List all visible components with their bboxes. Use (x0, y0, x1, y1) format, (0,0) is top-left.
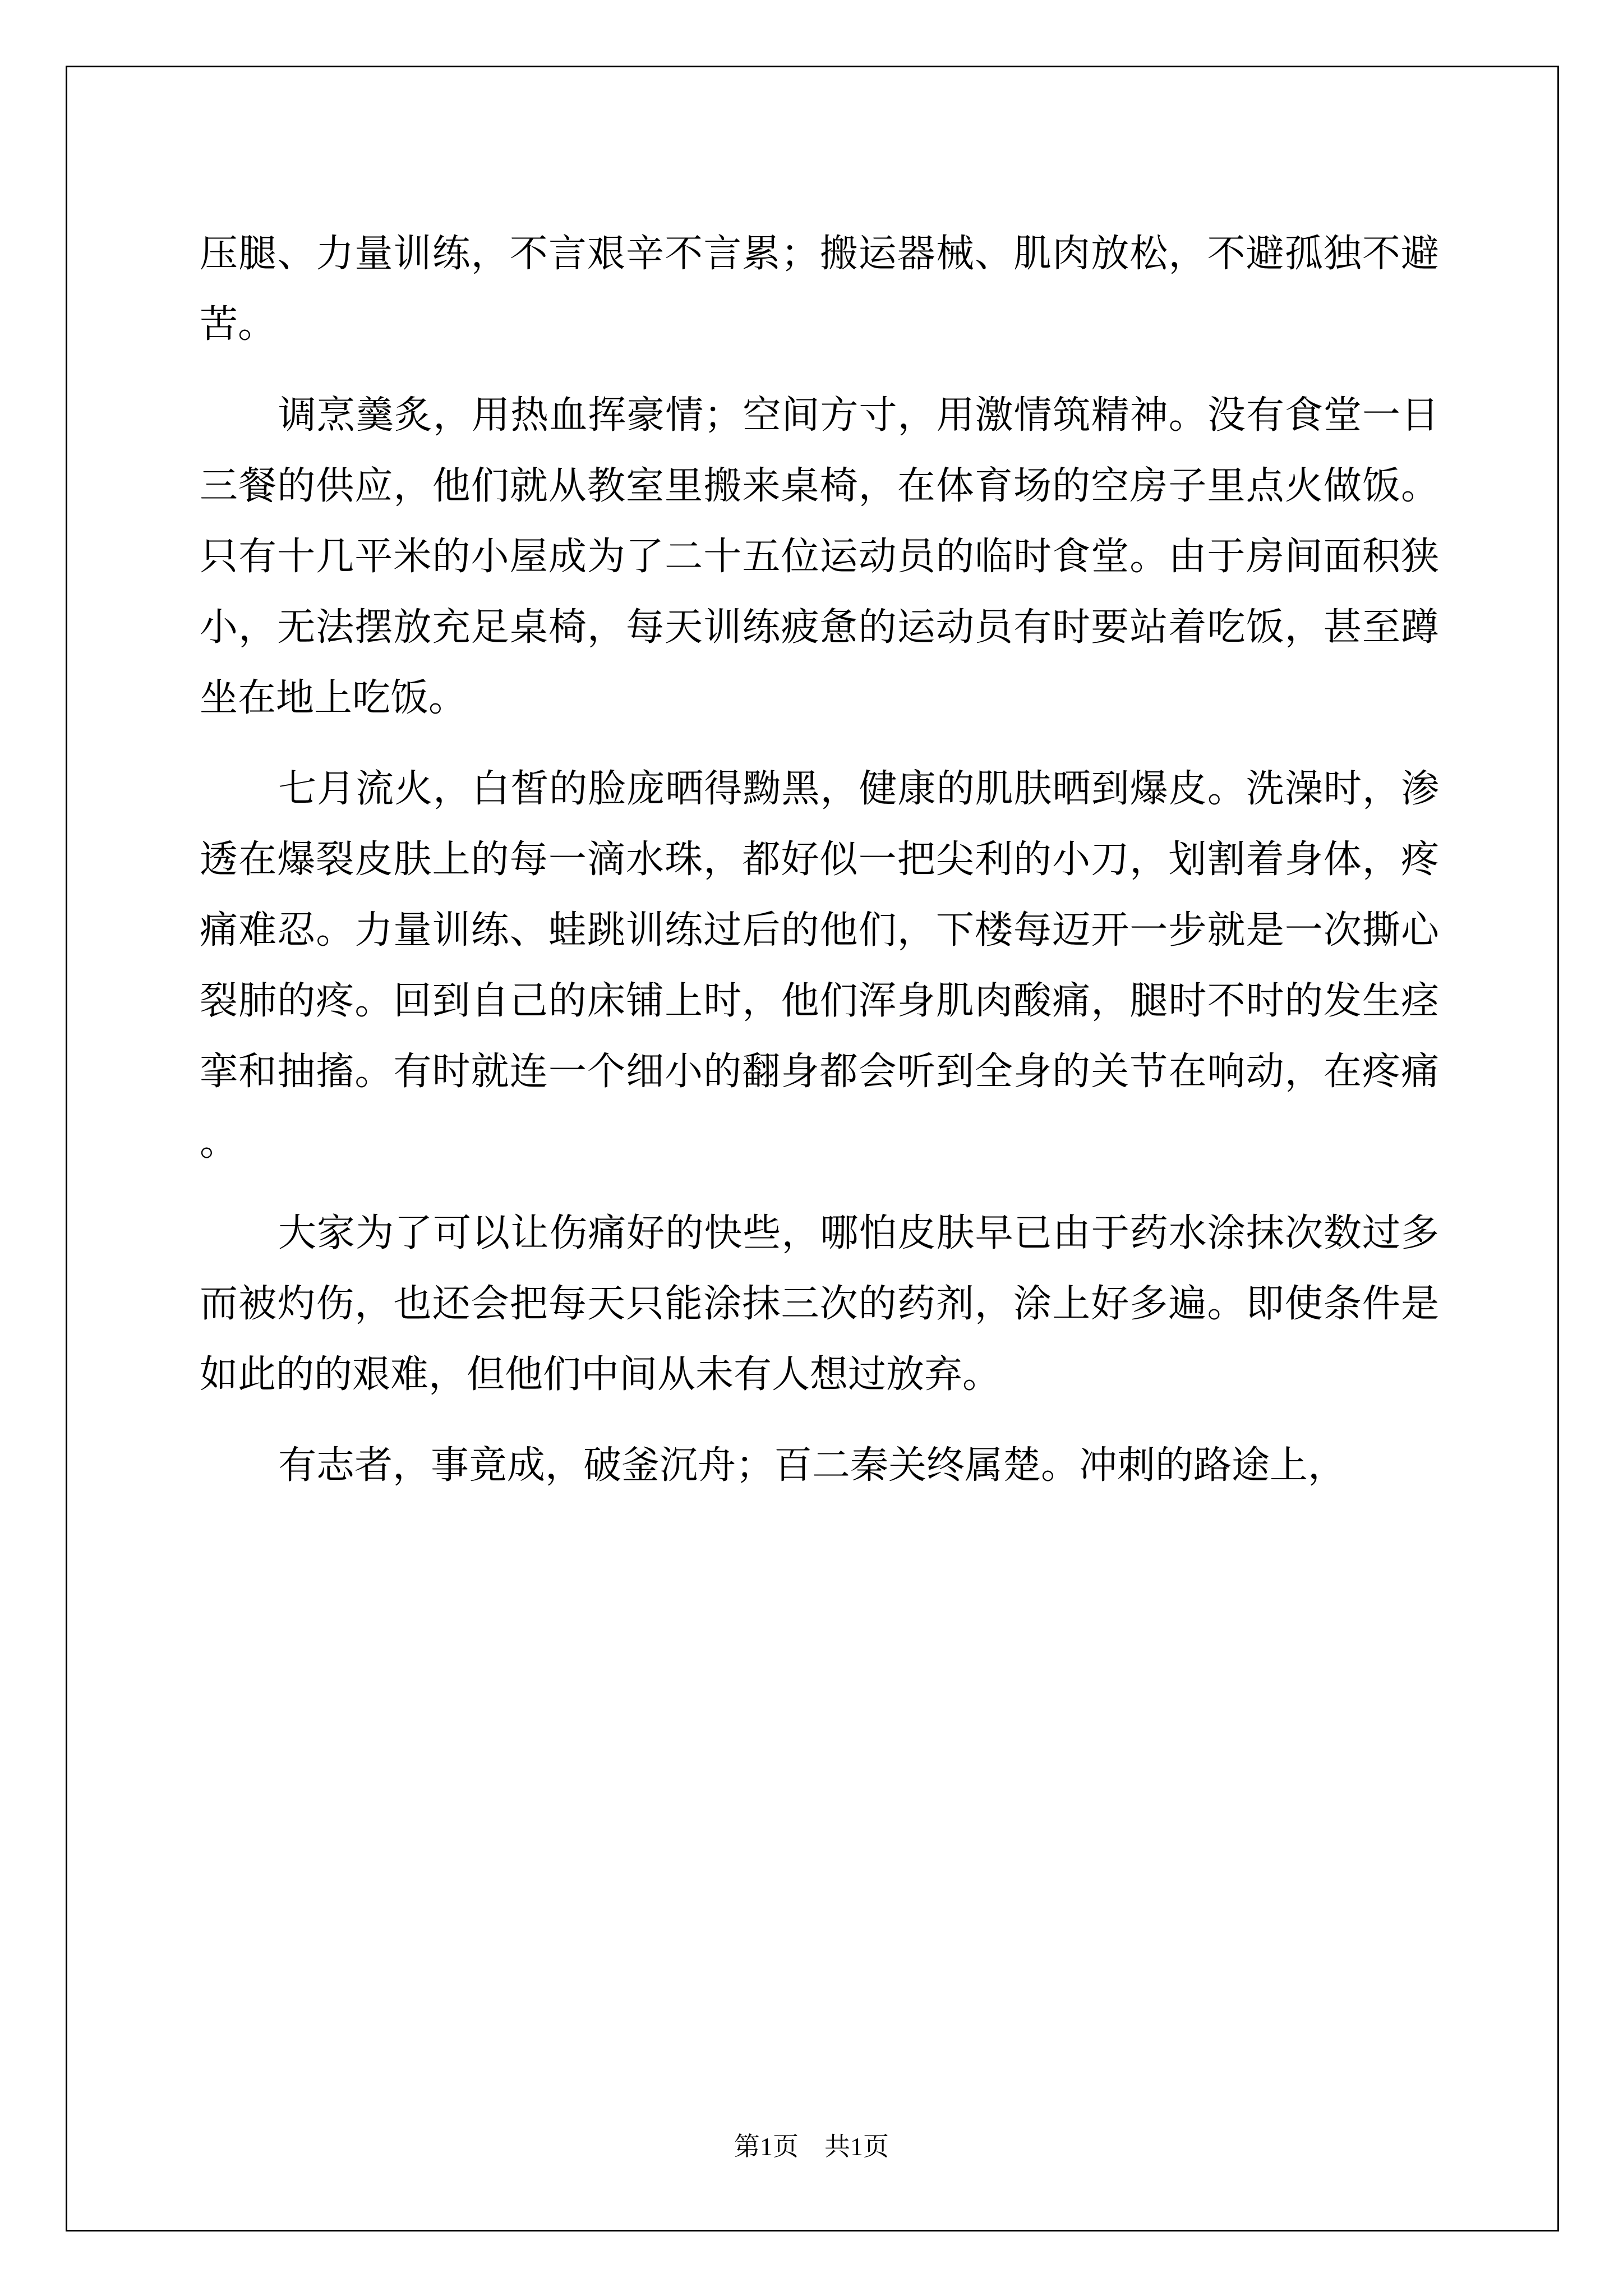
paragraph-2: 调烹羹炙，用热血挥豪情；空间方寸，用激情筑精神。没有食堂一日三餐的供应，他们就从教室里搬来桌椅，在体育场的空房子里点火做饭。只有十几平米的小屋成为了二十五位运动员的临时食堂。由于房间面积狭小，无法摆放充足桌椅，每天训练疲惫的运动员有时要站着吃饭，甚至蹲坐在地上吃饭。 (200, 393, 1439, 720)
paragraph-1: 压腿、力量训练，不言艰辛不言累；搬运器械、肌肉放松，不避孤独不避苦。 (200, 232, 1439, 347)
document-body (200, 219, 1439, 1521)
paragraph-5: 有志者，事竟成，破釜沉舟；百二秦关终属楚。冲刺的路途上， (278, 1443, 1347, 1488)
page-number-footer: 第1页 共1页 (734, 2132, 889, 2161)
paragraph-4: 大家为了可以让伤痛好的快些，哪怕皮肤早已由于药水涂抹次数过多而被灼伤，也还会把每天只能涂抹三次的药剂，涂上好多遍。即使条件是如此的的艰难，但他们中间从未有人想过放弃。 (200, 1211, 1439, 1397)
paragraph-3: 七月流火，白皙的脸庞晒得黝黑，健康的肌肤晒到爆皮。洗澡时，渗透在爆裂皮肤上的每一滴水珠，都好似一把尖利的小刀，划割着身体，疼痛难忍。力量训练、蛙跳训练过后的他们，下楼每迈开一步就是一次撕心裂肺的疼。回到自己的床铺上时，他们浑身肌肉酸痛，腿时不时的发生痉挛和抽搐。有时就连一个细小的翻身都会听到全身的关节在响动，在疼痛。 (200, 767, 1439, 1165)
